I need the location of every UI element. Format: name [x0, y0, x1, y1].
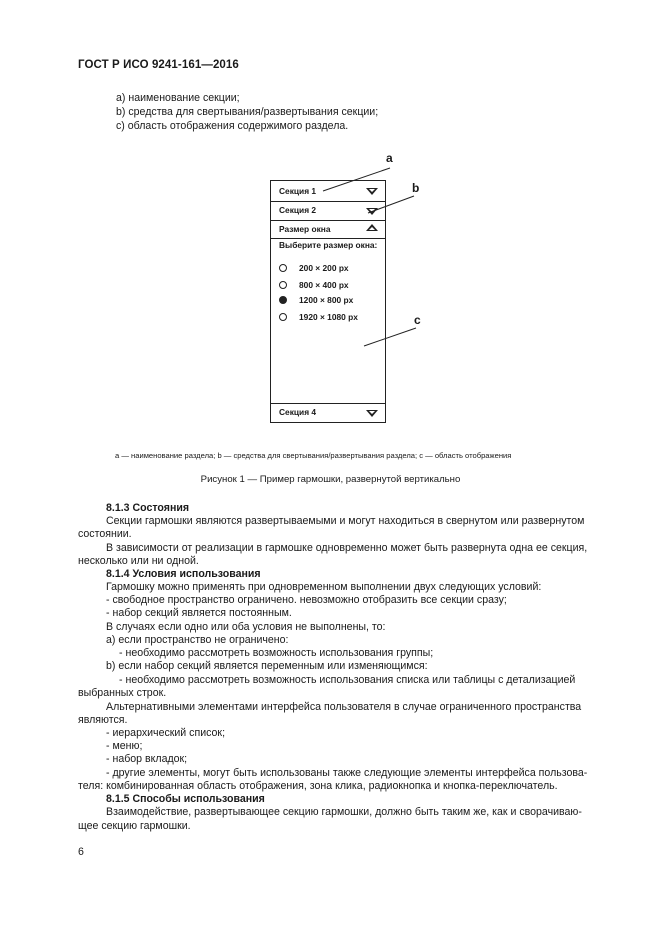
paragraph-line: Гармошку можно применять при одновременном выполнении двух следующих условий:	[106, 581, 542, 593]
list-item: - свободное пространство ограничено. невозможно отобразить все секции сразу;	[106, 594, 507, 606]
section-1-label: Секция 1	[279, 186, 317, 196]
size-option-label: 1200 × 800 px	[299, 295, 354, 305]
paragraph-line: состоянии.	[78, 528, 132, 540]
paragraph-line: являются.	[78, 714, 128, 726]
document-header: ГОСТ Р ИСО 9241-161—2016	[78, 59, 239, 71]
list-item: a) если пространство не ограничено:	[106, 634, 289, 646]
paragraph-line: В случаях если одно или оба условия не выполнены, то:	[106, 621, 386, 633]
paragraph-line: В зависимости от реализации в гармошке одновременно может быть развернута одна ее секция,	[106, 542, 588, 554]
intro-list-item-c: c) область отображения содержимого раздела.	[116, 120, 349, 132]
section-4-label: Секция 4	[279, 407, 317, 417]
paragraph-line: щее секцию гармошки.	[78, 820, 191, 832]
size-option-label: 1920 × 1080 px	[299, 312, 358, 322]
paragraph-line: выбранных строк.	[78, 687, 167, 699]
figure-caption: Рисунок 1 — Пример гармошки, развернутой вертикально	[200, 474, 461, 485]
intro-list-item-b: b) средства для свертывания/развертывания секции;	[116, 106, 379, 118]
figure-legend: a — наименование раздела; b — средства для свертывания/развертывания раздела; c — область отображения	[115, 451, 512, 460]
paragraph-line: несколько или ни одной.	[78, 555, 199, 567]
callout-label-a: a	[386, 151, 393, 165]
list-item: - набор секций является постоянным.	[106, 607, 292, 619]
list-item: - иерархический список;	[106, 727, 226, 739]
list-item: - необходимо рассмотреть возможность использования списка или таблицы с детализацией	[119, 674, 576, 686]
callout-line-a	[323, 168, 390, 191]
paragraph-line: теля: комбинированная область отображения, зона клика, радиокнопка и кнопка-переключатель.	[78, 780, 558, 792]
callout-line-c	[364, 328, 416, 346]
list-item: - необходимо рассмотреть возможность использования группы;	[119, 647, 434, 659]
intro-list-item-a: a) наименование секции;	[116, 92, 240, 104]
size-option-label: 800 × 400 px	[299, 280, 349, 290]
section-heading-8-1-4: 8.1.4 Условия использования	[106, 568, 261, 580]
list-item: - набор вкладок;	[106, 753, 188, 765]
content-title: Выберите размер окна:	[279, 240, 378, 250]
list-item: - другие элементы, могут быть использованы также следующие элементы интерфейса пользова-	[106, 767, 588, 779]
callout-label-b: b	[412, 181, 420, 195]
section-2-label: Секция 2	[279, 205, 317, 215]
section-heading-8-1-5: 8.1.5 Способы использования	[106, 793, 265, 805]
callout-line-b	[368, 196, 414, 213]
paragraph-line: Альтернативными элементами интерфейса пользователя в случае ограниченного пространства	[106, 701, 582, 713]
callout-label-c: c	[414, 313, 421, 327]
size-option-label: 200 × 200 px	[299, 263, 349, 273]
paragraph-line: Взаимодействие, развертывающее секцию гармошки, должно быть таким же, как и сворачиваю-	[106, 806, 582, 818]
page-number: 6	[78, 846, 84, 858]
list-item: - меню;	[106, 740, 143, 752]
list-item: b) если набор секций является переменным или изменяющимся:	[106, 660, 428, 672]
paragraph-line: Секции гармошки являются развертываемыми и могут находиться в свернутом или развернутом	[106, 515, 585, 527]
section-3-label: Размер окна	[279, 224, 331, 234]
section-heading-8-1-3: 8.1.3 Состояния	[106, 502, 190, 514]
